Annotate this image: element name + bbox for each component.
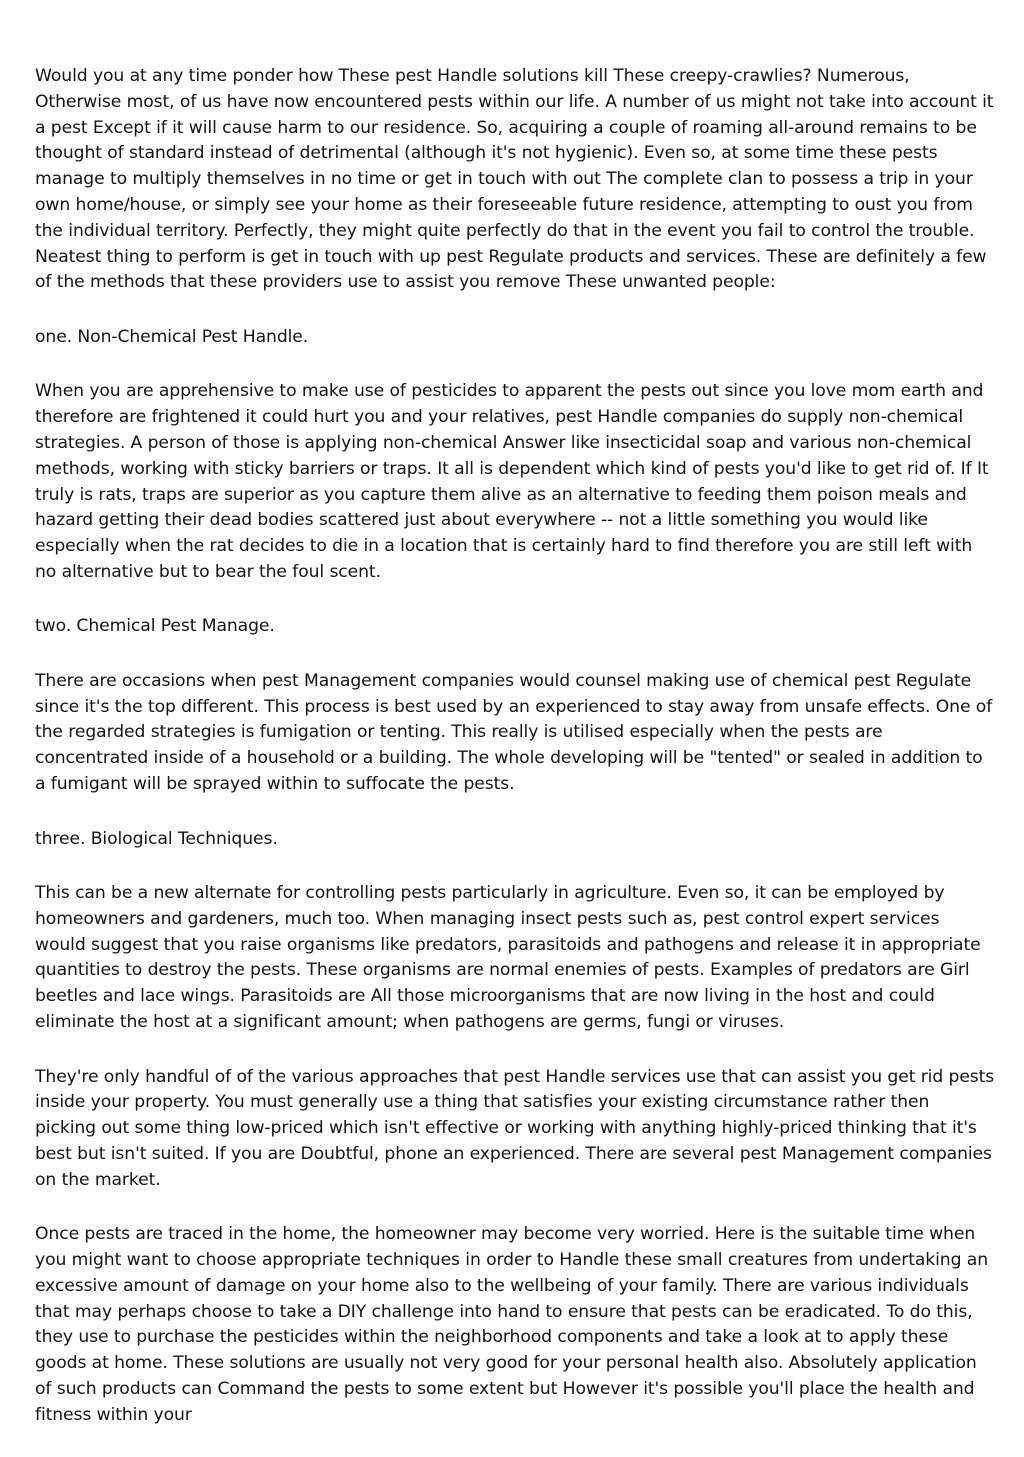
section-heading-non-chemical: one. Non-Chemical Pest Handle.: [35, 326, 309, 347]
biological-paragraph: This can be a new alternate for controlling pests particularly in agriculture. Even so, it can be employed by homeowners and gardeners, much too. When managing insect pests such as, pest control expert services would suggest that you raise organisms like predators, parasitoids and pathogens and release it in appropriate quantities to destroy the pests. These organisms are normal enemies of pests. Examples of predators are Girl beetles and lace wings. Parasitoids are All those microorganisms that are now living in the host and could eliminate the host at a significant amount; when pathogens are germs, fungi or viruses.: [35, 883, 981, 1033]
non-chemical-paragraph: When you are apprehensive to make use of pesticides to apparent the pests out since you love mom earth and therefore are frightened it could hurt you and your relatives, pest Handle companies do supply non-chemical strategies. A person of those is applying non-chemical Answer like insecticidal soap and various non-chemical methods, working with sticky barriers or traps. It all is dependent which kind of pests you'd like to get rid of. If It truly is rats, traps are superior as you capture them alive as an alternative to feeding them poison meals and hazard getting their dead bodies scattered just about everywhere -- not a little something you would like especially when the rat decides to die in a location that is certainly hard to find therefore you are still left with no alternative but to bear the foul scent.: [35, 381, 989, 582]
section-heading-biological: three. Biological Techniques.: [35, 828, 278, 849]
closing-paragraph: Once pests are traced in the home, the homeowner may become very worried. Here is the suitable time when you might want to choose appropriate techniques in order to Handle these small creatures from undertaking an excessive amount of damage on your home also to the wellbeing of your family. There are various individuals that may perhaps choose to take a DIY challenge into hand to ensure that pests can be eradicated. To do this, they use to purchase the pesticides within the neighborhood components and take a look at to apply these goods at home. These solutions are usually not very good for your personal health also. Absolutely application of such products can Command the pests to some extent but However it's possible you'll place the health and fitness within your: [35, 1224, 988, 1425]
summary-paragraph: They're only handful of of the various approaches that pest Handle services use that can assist you get rid pests inside your property. You must generally use a thing that satisfies your existing circumstance rather then picking out some thing low-priced which isn't effective or working with anything highly-priced thinking that it's best but isn't suited. If you are Doubtful, phone an experienced. There are several pest Management companies on the market.: [35, 1066, 995, 1190]
section-heading-chemical: two. Chemical Pest Manage.: [35, 616, 275, 637]
chemical-paragraph: There are occasions when pest Management companies would counsel making use of chemical pest Regulate since it's the top different. This process is best used by an experienced to stay away from unsafe effects. One of the regarded strategies is fumigation or tenting. This really is utilised especially when the pests are concentrated inside of a household or a building. The whole developing will be "tented" or sealed in addition to a fumigant will be sprayed within to suffocate the pests.: [35, 670, 993, 795]
intro-paragraph: Would you at any time ponder how These pest Handle solutions kill These creepy-crawlies? Numerous, Otherwise most, of us have now encountered pests within our life. A number of us might not take into account it a pest Except if it will cause harm to our residence. So, acquiring a couple of roaming all-around remains to be thought of standard instead of detrimental (although it's not hygienic). Even so, at some time these pests manage to multiply themselves in no time or get in touch with out The complete clan to possess a trip in your own home/house, or simply see your home as their foreseeable future residence, attempting to oust you from the individual territory. Perfectly, they might quite perfectly do that in the event you fail to control the trouble. Neatest thing to perform is get in touch with up pest Regulate products and services. These are definitely a few of the methods that these providers use to assist you remove These unwanted people:: [35, 66, 994, 293]
document-body: [35, 64, 995, 1457]
